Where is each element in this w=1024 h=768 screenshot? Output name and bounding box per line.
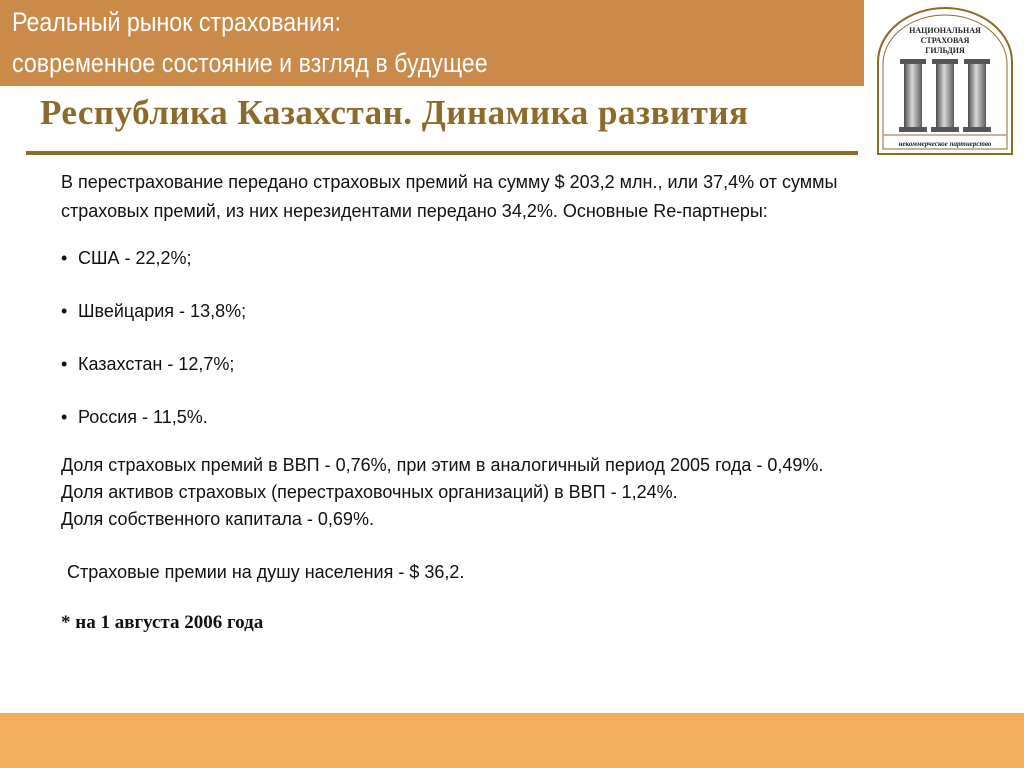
- list-item: [61, 299, 861, 352]
- footer-band: [0, 713, 1024, 768]
- logo-text-3: ГИЛЬДИЯ: [925, 46, 965, 55]
- header-title-line-2: современное состояние и взгляд в будущее: [12, 48, 488, 78]
- slide-content: [61, 168, 861, 636]
- bullet-icon: •: [61, 301, 68, 321]
- list-item: [61, 352, 861, 405]
- title-underline: [26, 151, 858, 155]
- logo-caption: некоммерческое партнерство: [898, 140, 992, 148]
- list-item-text: Казахстан - 12,7%;: [78, 354, 235, 374]
- list-item-text: Россия - 11,5%.: [78, 407, 208, 427]
- list-item: [61, 405, 861, 458]
- footnote: * на 1 августа 2006 года: [61, 612, 264, 633]
- slide-title: Республика Казахстан. Динамика развития: [40, 93, 749, 132]
- bullet-icon: •: [61, 248, 68, 268]
- intro-paragraph: В перестрахование передано страховых премий на сумму $ 203,2 млн., или 37,4% от суммы страховых премий, из них нерезидентами передано 34,2%. Основные Re-партнеры:: [61, 172, 838, 221]
- logo-text-1: НАЦИОНАЛЬНАЯ: [909, 26, 981, 35]
- stats-assets-gdp: Доля активов страховых (перестраховочных организаций) в ВВП - 1,24%.: [61, 482, 678, 502]
- list-item-text: США - 22,2%;: [78, 248, 192, 268]
- stats-equity: Доля собственного капитала - 0,69%.: [61, 509, 374, 529]
- per-capita-premiums: Страховые премии на душу населения - $ 36,2.: [67, 562, 465, 582]
- header-title-line-1: Реальный рынок страхования:: [12, 7, 341, 37]
- stats-block: [61, 452, 861, 533]
- stats-premiums-gdp: Доля страховых премий в ВВП - 0,76%, при этим в аналогичный период 2005 года - 0,49%.: [61, 455, 824, 475]
- bullet-icon: •: [61, 407, 68, 427]
- bullet-icon: •: [61, 354, 68, 374]
- list-item-text: Швейцария - 13,8%;: [78, 301, 247, 321]
- guild-logo: [870, 4, 1020, 160]
- guild-logo-graphic: [870, 4, 1020, 160]
- list-item: [61, 246, 861, 299]
- header-band: [0, 0, 864, 86]
- logo-text-2: СТРАХОВАЯ: [920, 36, 970, 45]
- re-partners-list: [61, 246, 861, 458]
